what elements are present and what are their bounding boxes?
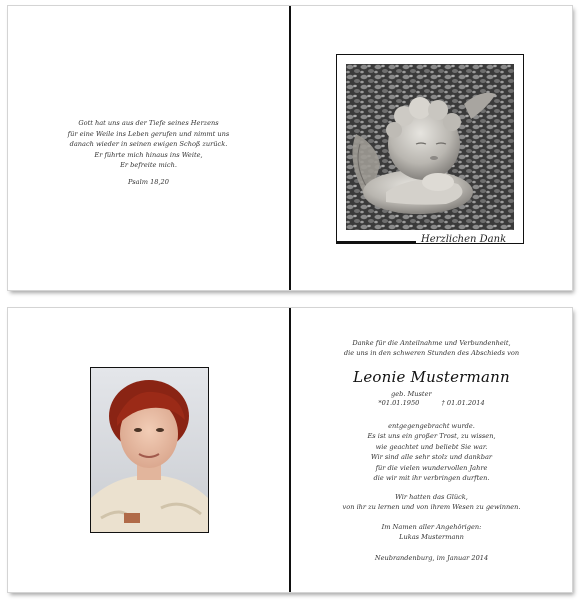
- inside-right-page: [291, 308, 572, 592]
- front-left-page: [8, 6, 289, 290]
- gratitude-line: Wir hatten das Glück,: [395, 493, 468, 501]
- bible-verse: [8, 118, 289, 171]
- card-inside-spread: [8, 308, 572, 592]
- verse-line: für eine Weile ins Leben gerufen und nimmt uns: [67, 129, 230, 138]
- family-line: Lukas Mustermann: [399, 533, 464, 542]
- body-line: entgegengebracht wurde.: [388, 422, 475, 430]
- gratitude-text: [291, 492, 572, 513]
- verse-line: Er führte mich hinaus ins Weite,: [94, 150, 203, 159]
- caption-rule: [336, 241, 416, 243]
- family-signature: [291, 522, 572, 543]
- intro-line: die uns in den schweren Stunden des Abschieds von: [343, 349, 520, 358]
- angel-photo: [346, 64, 514, 230]
- birth-date: *01.01.1950: [378, 399, 420, 407]
- family-line: Im Namen aller Angehörigen:: [381, 523, 482, 531]
- body-line: für die vielen wundervollen Jahre: [375, 463, 488, 472]
- place-date: Neubrandenburg, im Januar 2014: [374, 554, 489, 562]
- portrait-photo: [91, 368, 208, 532]
- intro-text: [291, 338, 572, 359]
- verse-line: Gott hat uns aus der Tiefe seines Herzens: [78, 119, 219, 127]
- verse-line: danach wieder in seinen ewigen Schoß zurück.: [69, 140, 228, 149]
- front-right-page: [291, 6, 572, 290]
- portrait-photo-frame: [90, 367, 209, 533]
- body-line: wie geachtet und beliebt Sie war.: [375, 442, 488, 451]
- deceased-name: Leonie Mustermann: [353, 368, 510, 386]
- verse-line: Er befreite mich.: [120, 161, 177, 170]
- thanks-caption: Herzlichen Dank: [421, 234, 507, 245]
- angel-image: [346, 64, 514, 230]
- body-line: Es ist uns ein großer Trost, zu wissen,: [367, 432, 496, 441]
- intro-line: Danke für die Anteilnahme und Verbundenheit,: [352, 339, 511, 347]
- condolence-text: [291, 421, 572, 483]
- inside-left-page: [8, 308, 289, 592]
- life-dates: [291, 399, 572, 407]
- body-line: Wir sind alle sehr stolz und dankbar: [370, 453, 493, 462]
- gratitude-line: von ihr zu lernen und von ihrem Wesen zu gewinnen.: [342, 503, 521, 512]
- angel-photo-frame: [336, 54, 524, 244]
- psalm-reference: Psalm 18,20: [128, 178, 169, 186]
- body-line: die wir mit ihr verbringen durften.: [373, 474, 490, 483]
- card-front-spread: [8, 6, 572, 290]
- birth-name: geb. Muster: [391, 390, 432, 398]
- death-date: † 01.01.2014: [441, 399, 485, 407]
